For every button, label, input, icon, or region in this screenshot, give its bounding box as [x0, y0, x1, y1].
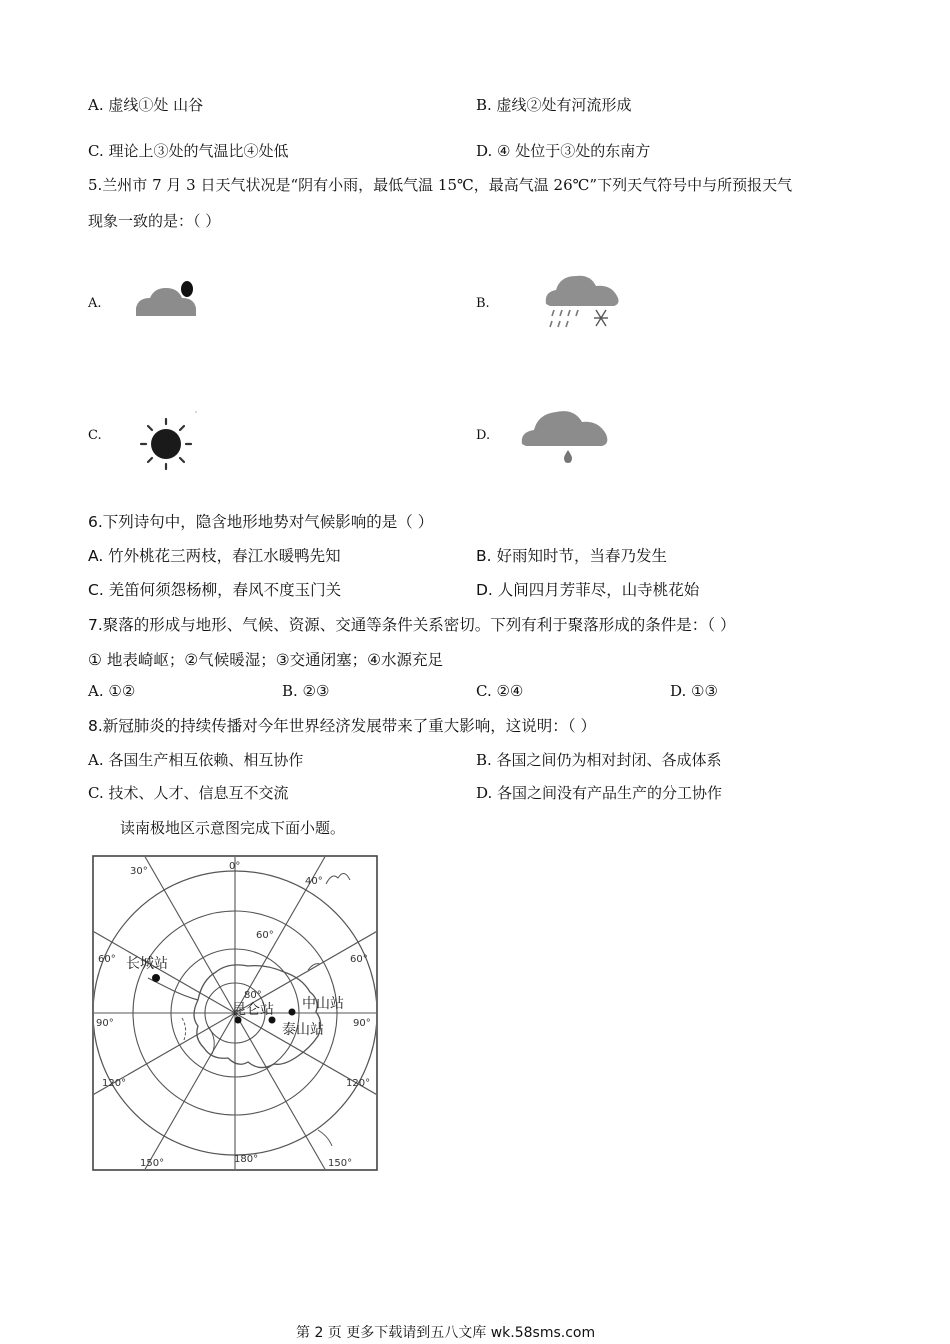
lon-label-40: 40°: [305, 876, 323, 887]
q8-stem: 8.新冠肺炎的持续传播对今年世界经济发展带来了重大影响，这说明：（ ）: [88, 717, 596, 735]
q7-conditions: ① 地表崎岖；②气候暖湿；③交通闭塞；④水源充足: [88, 651, 444, 669]
zhongshan-station-dot: [289, 1009, 296, 1016]
q4-option-b: B. 虚线②处有河流形成: [476, 96, 632, 114]
lon-label-90-west: 90°: [96, 1018, 114, 1029]
sleet-icon: [540, 268, 626, 334]
antarctica-map: [88, 850, 388, 1176]
lon-label-0: 0°: [229, 861, 241, 872]
q8-option-d: D. 各国之间没有产品生产的分工协作: [476, 784, 723, 802]
q5-option-a-label: A.: [88, 296, 102, 311]
lon-label-150-west: 150°: [140, 1158, 165, 1169]
changcheng-station-dot: [152, 974, 160, 982]
taishan-station-label: 泰山站: [282, 1022, 324, 1038]
light-rain-icon: [518, 400, 614, 466]
q4-option-a: A. 虚线①处 山谷: [88, 96, 204, 114]
q6-option-c: C. 羌笛何须怨杨柳，春风不度玉门关: [88, 581, 342, 599]
lon-label-120-east: 120°: [346, 1078, 371, 1089]
cloudy-with-sun-icon: [132, 276, 208, 320]
q6-option-d: D. 人间四月芳菲尽，山寺桃花始: [476, 581, 700, 599]
q5-option-c-label: C.: [88, 428, 102, 443]
lon-label-60-east: 60°: [350, 954, 368, 965]
kunlun-station-label: 昆仑站: [232, 1002, 274, 1018]
zhongshan-station-label: 中山站: [302, 996, 344, 1012]
changcheng-station-label: 长城站: [126, 956, 168, 972]
q5-option-d-label: D.: [476, 428, 491, 443]
lon-label-60-west: 60°: [98, 954, 116, 965]
lon-label-30: 30°: [130, 866, 148, 877]
q7-option-c: C. ②④: [476, 682, 524, 700]
q7-option-d: D. ①③: [670, 682, 718, 700]
q7-option-b: B. ②③: [282, 682, 330, 700]
lon-label-180: 180°: [234, 1154, 259, 1165]
lon-label-150-east: 150°: [328, 1158, 353, 1169]
lat-label-60: 60°: [256, 930, 274, 941]
q7-stem: 7.聚落的形成与地形、气候、资源、交通等条件关系密切。下列有利于聚落形成的条件是：（ ）: [88, 616, 736, 634]
page-footer: 第 2 页 更多下载请到五八文库 wk.58sms.com: [296, 1325, 596, 1341]
lat-label-80: 80°: [244, 990, 262, 1001]
q6-option-b: B. 好雨知时节，当春乃发生: [476, 547, 667, 565]
q8-option-c: C. 技术、人才、信息互不交流: [88, 784, 289, 802]
q4-option-d: D. ④ 处位于③处的东南方: [476, 142, 651, 160]
lon-label-120-west: 120°: [102, 1078, 127, 1089]
q5-stem-line2: 现象一致的是：（ ）: [88, 212, 221, 230]
q5-option-b-label: B.: [476, 296, 490, 311]
sunny-icon: [136, 410, 200, 474]
q8-option-b: B. 各国之间仍为相对封闭、各成体系: [476, 751, 722, 769]
q8-option-a: A. 各国生产相互依赖、相互协作: [88, 751, 304, 769]
q7-option-a: A. ①②: [88, 682, 136, 700]
q6-option-a: A. 竹外桃花三两枝，春江水暖鸭先知: [88, 547, 341, 565]
q5-stem-line1: 5.兰州市 7 月 3 日天气状况是“阴有小雨，最低气温 15℃，最高气温 26℃”下列天气符号中与所预报天气: [88, 176, 793, 194]
lon-label-90-east: 90°: [353, 1018, 371, 1029]
q4-option-c: C. 理论上③处的气温比④处低: [88, 142, 289, 160]
map-intro: 读南极地区示意图完成下面小题。: [120, 819, 346, 837]
q6-stem: 6.下列诗句中，隐含地形地势对气候影响的是（ ）: [88, 513, 434, 531]
